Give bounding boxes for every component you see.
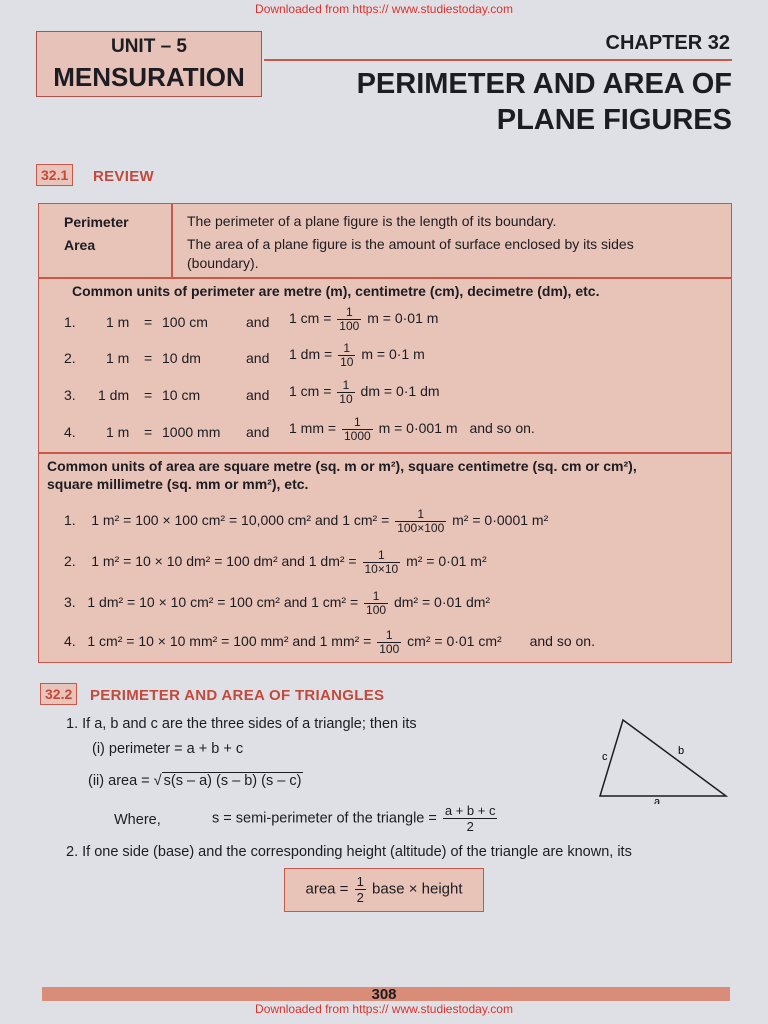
row-and: and xyxy=(246,314,270,330)
table-divider xyxy=(171,204,173,277)
chapter-title xyxy=(357,66,732,138)
area-units-heading-line2: square millimetre (sq. mm or mm²), etc. xyxy=(47,476,309,492)
row-number: 1. xyxy=(64,314,76,330)
section-number-32-2: 32.2 xyxy=(40,683,77,705)
area-units-heading-line1: Common units of area are square metre (sq. m or m²), square centimetre (sq. cm or cm²), xyxy=(47,458,637,474)
area-row-4: 4. 1 cm² = 10 × 10 mm² = 100 mm² and 1 mm² = $\frac{1}{100}$ cm² = 0·01 cm² and so on. xyxy=(64,628,595,656)
review-table: Perimeter The perimeter of a plane figure is the length of its boundary. Area The area of a plane figure is the amount of surface enclosed by its sides (boundary). Common units of perimeter are metre (m), centimetre (cm), decimetre (dm), etc. 1. 1 m = 100 cm and 1 cm = $\frac{1}{100}$ m = 0·01 m 2. 1 m = 10 dm and 1 dm = $\frac{1}{10}$ m = 0·1 m 3. 1 dm = 10 cm and 1 cm = $\frac{1}{10}$ dm = 0·1 dm 4. 1 m = 1000 mm and 1 mm = $\frac{1}{1000}$ m = 0·001 m and so on. Common units of area are square metre (sq. m or m²), square centimetre (sq. cm or cm²), square millimetre (sq. mm or mm²), etc. 1. 1 m² = 100 × 100 cm² = 10,000 cm² and 1 cm² = $\frac{1}{100\times 100}$ m² = 0·0001 m² 2. 1 m² = 10 × 10 dm² = 100 dm² and 1 dm² = $\frac{1}{10\times 10}$ m² = 0·01 m² 3. 1 dm² = 10 × 10 cm² = 100 cm² and 1 cm² = $\frac{1}{100}$ dm² = 0·01 dm² 4. 1 cm² = 10 × 10 mm² = 100 mm² and 1 mm² = $\frac{1}{100}$ cm² = 0·01 cm² and so on. xyxy=(38,203,732,663)
row-rhs: 100 cm xyxy=(162,314,208,330)
row-lhs: 1 m xyxy=(106,424,130,440)
row-conversion: 1 cm = $\frac{1}{10}$ dm = 0·1 dm xyxy=(289,378,440,406)
page-number: 308 xyxy=(371,986,397,1003)
row-rhs: 10 dm xyxy=(162,350,201,366)
def-area-line2: (boundary). xyxy=(187,255,259,271)
chapter-label: CHAPTER 32 xyxy=(605,32,730,54)
term-area: Area xyxy=(64,237,96,253)
unit-label: UNIT – 5 xyxy=(110,36,188,57)
row-and: and xyxy=(246,387,270,403)
row-number: 2. xyxy=(64,350,76,366)
row-lhs: 1 dm xyxy=(98,387,130,403)
section-title-review: REVIEW xyxy=(93,168,154,185)
def-area-line1: The area of a plane figure is the amount of surface enclosed by its sides xyxy=(187,236,634,252)
area-row-1: 1. 1 m² = 100 × 100 cm² = 10,000 cm² and 1 cm² = $\frac{1}{100\times 100}$ m² = 0·0001 m² xyxy=(64,507,549,535)
semi-perimeter-formula: s = semi-perimeter of the triangle = $\frac{a + b + c}{2}$ xyxy=(212,803,496,834)
side-a-label: a xyxy=(654,796,661,804)
table-rule-2 xyxy=(39,452,731,454)
row-lhs: 1 m xyxy=(106,350,130,366)
chapter-rule xyxy=(264,59,732,61)
section-number-32-1: 32.1 xyxy=(36,164,73,186)
area-formula-box xyxy=(284,868,484,912)
watermark-top: Downloaded from https:// www.studiestoday.com xyxy=(255,2,513,16)
row-lhs: 1 m xyxy=(106,314,130,330)
base-height-formula: area = $\frac{1}{2}$ base × height xyxy=(305,874,463,905)
perimeter-units-heading: Common units of perimeter are metre (m), centimetre (cm), decimetre (dm), etc. xyxy=(72,283,600,299)
area-row-3: 3. 1 dm² = 10 × 10 cm² = 100 cm² and 1 cm² = $\frac{1}{100}$ dm² = 0·01 dm² xyxy=(64,589,491,617)
row-and: and xyxy=(246,424,270,440)
unit-name: MENSURATION xyxy=(53,62,245,92)
chapter-title-line2: PLANE FIGURES xyxy=(496,104,732,136)
heron-formula: (ii) area = √ s(s – a) (s – b) (s – c) xyxy=(88,773,302,789)
perimeter-formula: (i) perimeter = a + b + c xyxy=(92,741,244,757)
triangle-shape xyxy=(600,720,726,796)
triangle-point-1: 1. If a, b and c are the three sides of a triangle; then its xyxy=(66,716,417,732)
row-rhs: 10 cm xyxy=(162,387,201,403)
watermark-bottom: Downloaded from https:// www.studiestoday.com xyxy=(255,1002,513,1016)
term-perimeter: Perimeter xyxy=(64,214,129,230)
table-rule-1 xyxy=(39,277,731,279)
row-rhs: 1000 mm xyxy=(162,424,221,440)
where-label: Where, xyxy=(114,812,161,828)
row-and: and xyxy=(246,350,270,366)
row-number: 4. xyxy=(64,424,76,440)
unit-box xyxy=(36,31,262,97)
def-perimeter: The perimeter of a plane figure is the length of its boundary. xyxy=(187,213,557,229)
chapter-title-line1: PERIMETER AND AREA OF xyxy=(356,68,732,100)
triangle-point-2: 2. If one side (base) and the corresponding height (altitude) of the triangle are known, its xyxy=(66,844,632,860)
triangle-diagram xyxy=(590,712,736,804)
section-title-triangles: PERIMETER AND AREA OF TRIANGLES xyxy=(90,687,385,704)
side-b-label: b xyxy=(678,745,685,757)
row-conversion: 1 mm = $\frac{1}{1000}$ m = 0·001 m and so on. xyxy=(289,415,535,443)
area-row-2: 2. 1 m² = 10 × 10 dm² = 100 dm² and 1 dm² = $\frac{1}{10\times 10}$ m² = 0·01 m² xyxy=(64,548,487,576)
row-conversion: 1 dm = $\frac{1}{10}$ m = 0·1 m xyxy=(289,341,425,369)
row-number: 3. xyxy=(64,387,76,403)
row-conversion: 1 cm = $\frac{1}{100}$ m = 0·01 m xyxy=(289,305,439,333)
side-c-label: c xyxy=(602,751,608,763)
